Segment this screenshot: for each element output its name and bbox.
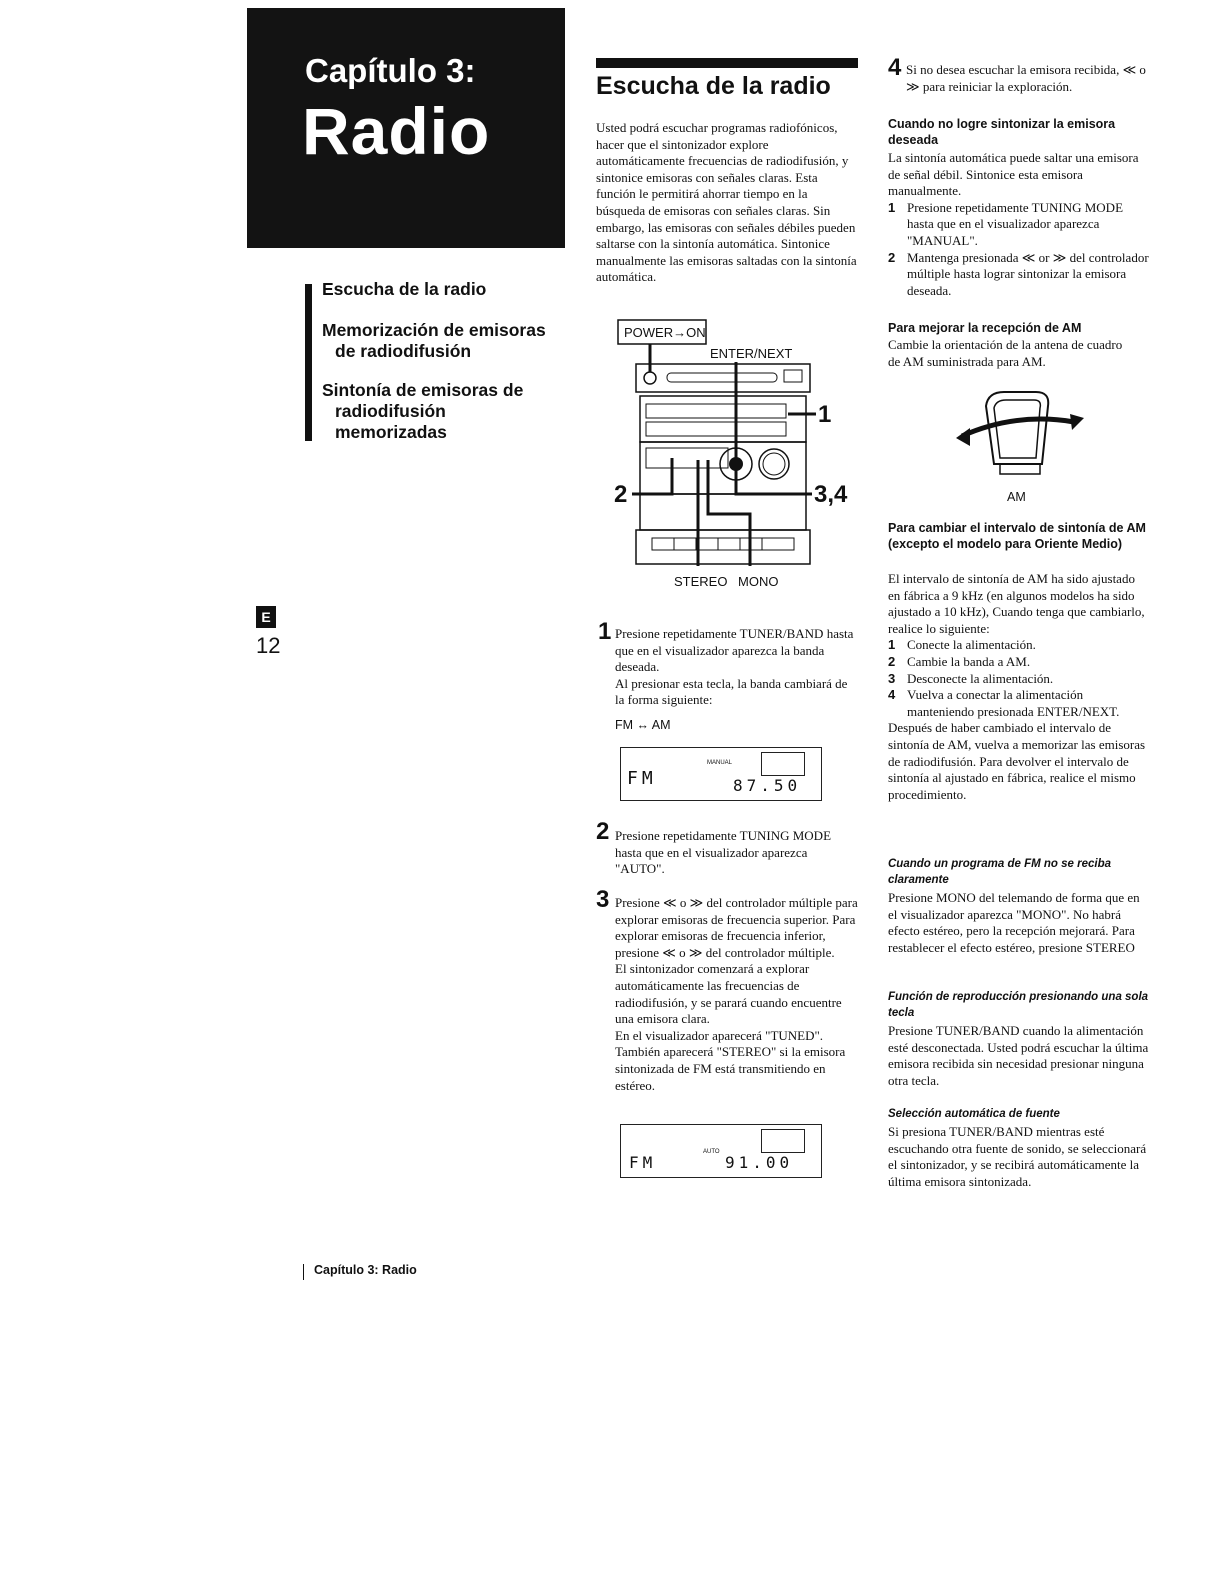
heading-am-reception: Para mejorar la recepción de AM: [888, 321, 1082, 335]
stereo-label: STEREO: [674, 574, 728, 589]
am-loop-antenna-illustration: [956, 384, 1086, 484]
footer-chapter: Capítulo 3: Radio: [314, 1263, 417, 1277]
step-3-text: Presione ≪ o ≫ del controlador múltiple para explorar emisoras de frecuencia superior. Para explorar emisoras de frecuencia inferior, presione ≪ o ≫ del controlador múltiple. El sintonizador comenzará a explorar automáticamente las frecuencias de radiodifusión, y se parará cuando encuentre una emisora clara. En el visualizador aparecerá "TUNED". También aparecerá "STEREO" si la emisora sintonizada de FM está transmitiendo en estéreo.: [615, 895, 858, 1093]
intro-paragraph: Usted podrá escuchar programas radiofónicos, hacer que el sintonizador explore automáticamente frecuencias de radiodifusión, y sintonice emisoras con señales claras. Esta función le permitirá ahorrar tiempo en la búsqueda de emisoras con señales claras. Sin embargo, las emisoras con señales débiles pueden saltarse con la sintonía automática. Sintonice manualmente las emisoras saltadas con la sintonía automática.: [596, 120, 857, 285]
list-item: 1 Conecte la alimentación.: [888, 637, 1036, 653]
footer-divider: [303, 1264, 304, 1280]
lcd-frequency: 91.00: [725, 1153, 794, 1172]
heading-one-touch-play: Función de reproducción presionando una sola tecla: [888, 991, 1149, 1019]
lcd-mode: MANUAL: [707, 760, 733, 766]
lcd-mode: AUTO: [703, 1149, 720, 1155]
mono-label: MONO: [738, 574, 779, 589]
lcd-frequency: 87.50: [733, 776, 802, 795]
lcd-band: FM: [627, 768, 657, 789]
am-interval-text: El intervalo de sintonía de AM ha sido ajustado en fábrica a 9 kHz (en algunos modelos ha sido ajustado a 10 kHz), Cuando tenga que cambiarlo, realice lo siguiente: 1 Conecte la alimentación. 2 Cambie la banda a AM. 3 Desconecte la alimentación. 4 Vuelva a conectar la alimentación manteniendo presionada ENTER/NEXT. Después de haber cambiado el intervalo de sintonía de AM, vuelva a memorizar las emisoras de radiodifusión. Para devolver el intervalo de sintonía al ajustado en fábrica, realice el mismo procedimiento.: [888, 571, 1150, 803]
section-rule: [596, 58, 858, 68]
list-item: 4 Vuelva a conectar la alimentación manteniendo presionada ENTER/NEXT.: [888, 687, 1120, 719]
auto-source-text: Si presiona TUNER/BAND mientras esté escuchando otra fuente de sonido, se seleccionará el sintonizador, y se recibirá automáticamente la última emisora sintonizada.: [888, 1124, 1147, 1189]
toc-item-listening: Escucha de la radio: [322, 279, 487, 299]
manual-tuning-steps: [888, 200, 1150, 300]
tuning-failure-text: La sintonía automática puede saltar una emisora de señal débil. Sintonice esta emisora manualmente. 1 Presione repetidamente TUNING MODE hasta que en el visualizador aparezca "MANUAL". 2 Mantenga presionada ≪ or ≫ del controlador múltiple hasta lograr sintonizar la emisora deseada.: [888, 150, 1149, 298]
step-4-text: Si no desea escuchar la emisora recibida, ≪ o ≫ para reiniciar la exploración.: [906, 62, 1146, 94]
am-interval-steps: [888, 637, 1150, 720]
am-reception-text: Cambie la orientación de la antena de cuadro de AM suministrada para AM.: [888, 337, 1123, 369]
language-badge: E: [256, 606, 276, 628]
callout-1: 1: [818, 401, 832, 428]
one-touch-play-text: Presione TUNER/BAND cuando la alimentación esté desconectada. Usted podrá escuchar la última emisora recibida sin necesidad presionar ninguna otra tecla.: [888, 1023, 1149, 1088]
toc-bar: [305, 284, 312, 441]
lcd-display-fm-manual: [620, 747, 822, 801]
callout-2: 2: [614, 481, 628, 508]
heading-fm-unclear: Cuando un programa de FM no se reciba claramente: [888, 858, 1112, 886]
list-item: 2 Mantenga presionada ≪ or ≫ del controlador múltiple hasta lograr sintonizar la emisora deseada.: [888, 249, 1149, 298]
lcd-display-fm-auto: [620, 1124, 822, 1178]
toc-item-preset-tuning: Sintonía de emisoras de radiodifusión memorizadas: [322, 380, 524, 442]
step-1-number: 1: [598, 618, 612, 645]
enter-next-label: ENTER/NEXT: [710, 346, 793, 361]
heading-am-interval: Para cambiar el intervalo de sintonía de AM (excepto el modelo para Oriente Medio): [888, 521, 1146, 551]
heading-auto-source: Selección automática de fuente: [888, 1108, 1060, 1120]
list-item: 1 Presione repetidamente TUNING MODE hasta que en el visualizador aparezca "MANUAL".: [888, 199, 1124, 248]
step-2-number: 2: [596, 818, 610, 845]
list-item: 2 Cambie la banda a AM.: [888, 653, 1031, 669]
power-on-label: POWER→ON: [624, 325, 706, 340]
step-2-text: Presione repetidamente TUNING MODE hasta que en el visualizador aparezca "AUTO".: [615, 828, 832, 877]
chapter-title: Radio: [302, 94, 491, 168]
list-item: 3 Desconecte la alimentación.: [888, 670, 1054, 686]
band-sequence: FM ↔ AM: [615, 718, 671, 732]
step-3-number: 3: [596, 886, 610, 913]
callout-3-4: 3,4: [814, 481, 848, 508]
lcd-band: FM: [629, 1153, 657, 1172]
page-number: 12: [256, 633, 281, 658]
toc-item-presetting: Memorización de emisoras de radiodifusión: [322, 320, 546, 361]
step-1-text: Presione repetidamente TUNER/BAND hasta que en el visualizador aparezca la banda deseada. Al presionar esta tecla, la banda cambiará de la forma siguiente:: [615, 626, 854, 708]
fm-unclear-text: Presione MONO del telemando de forma que en el visualizador aparezca "MONO". No habrá efecto estéreo, pero la recepción mejorará. Para restablecer el efecto estéreo, presione STEREO: [888, 890, 1140, 955]
step-4-number: 4: [888, 54, 902, 81]
section-title: Escucha de la radio: [596, 72, 831, 100]
stereo-system-diagram: [612, 318, 860, 598]
heading-tuning-failure: Cuando no logre sintonizar la emisora deseada: [888, 117, 1116, 147]
chapter-label: Capítulo 3:: [305, 52, 476, 89]
am-antenna-label: AM: [1007, 490, 1026, 504]
